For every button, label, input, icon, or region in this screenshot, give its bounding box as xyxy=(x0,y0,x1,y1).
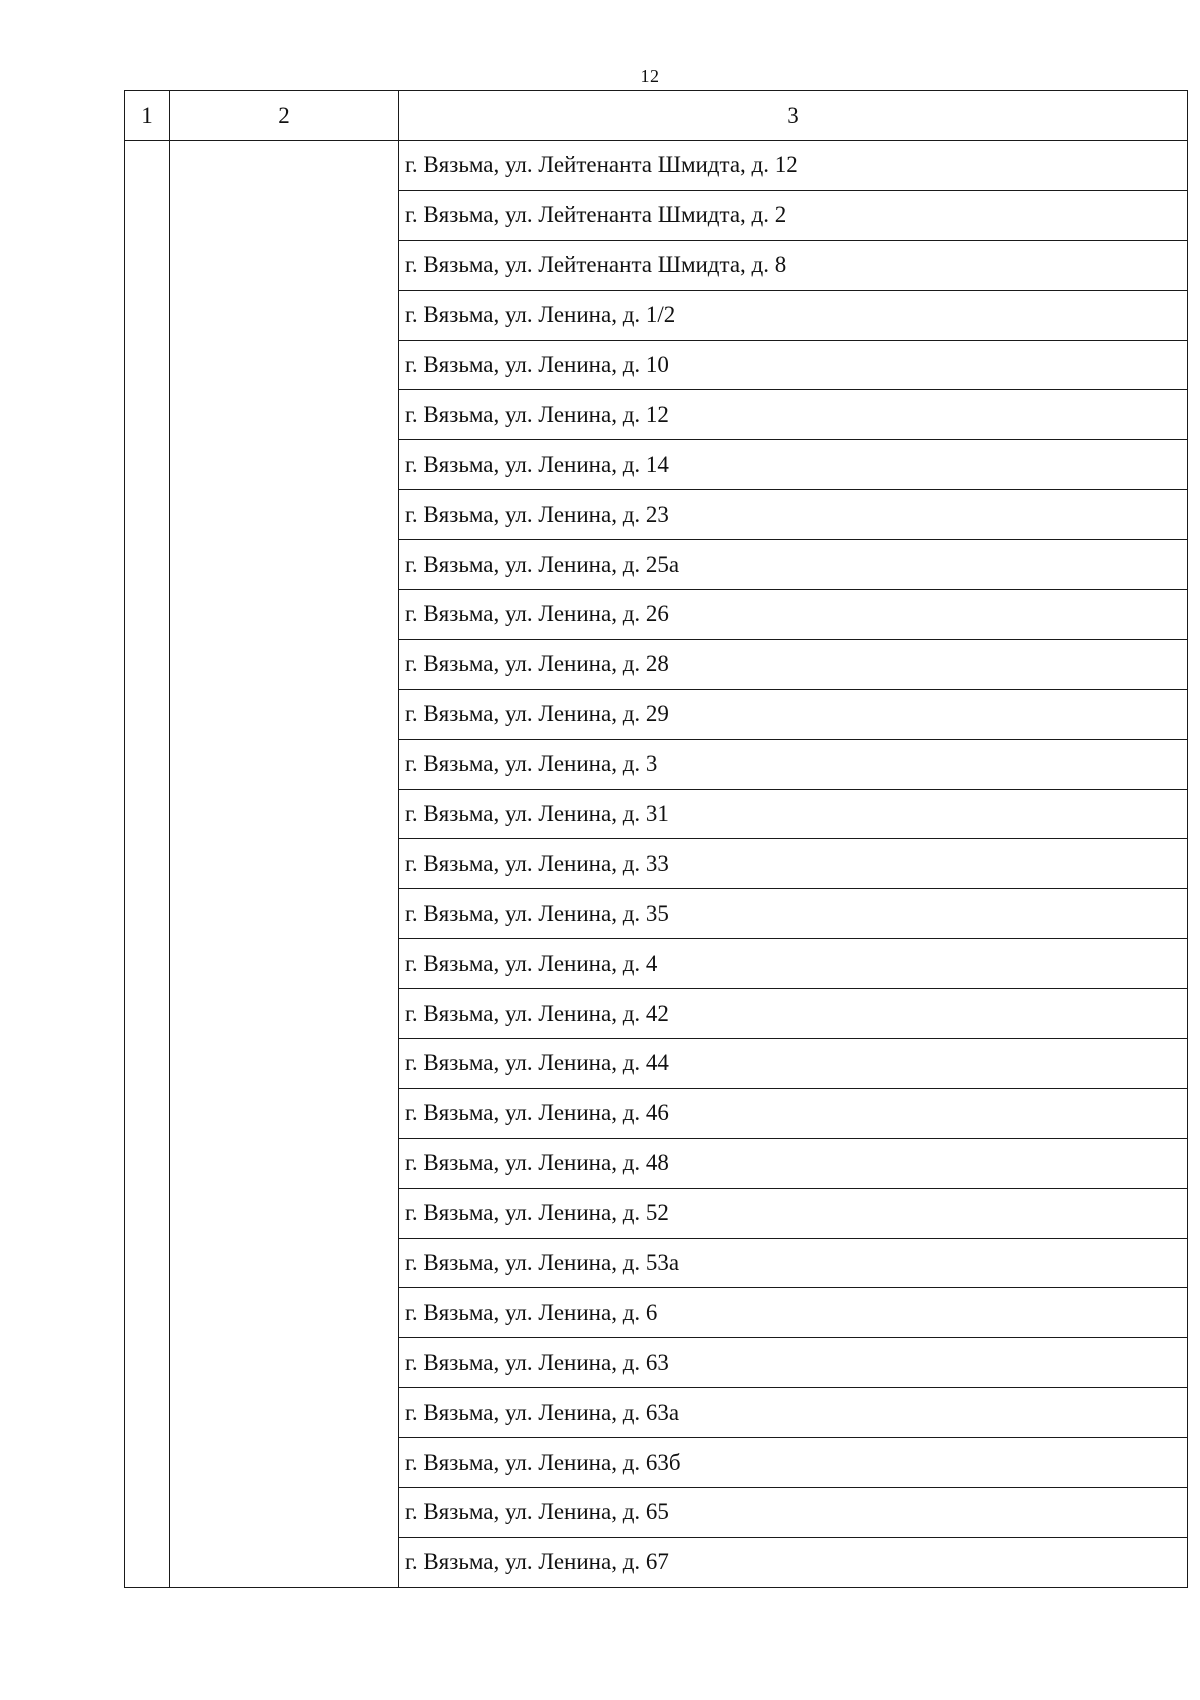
address-cell: г. Вязьма, ул. Ленина, д. 31 xyxy=(399,789,1188,839)
address-cell: г. Вязьма, ул. Лейтенанта Шмидта, д. 8 xyxy=(399,240,1188,290)
address-cell: г. Вязьма, ул. Ленина, д. 6 xyxy=(399,1288,1188,1338)
address-cell: г. Вязьма, ул. Ленина, д. 10 xyxy=(399,340,1188,390)
address-cell: г. Вязьма, ул. Ленина, д. 52 xyxy=(399,1188,1188,1238)
address-cell: г. Вязьма, ул. Ленина, д. 3 xyxy=(399,739,1188,789)
address-cell: г. Вязьма, ул. Ленина, д. 12 xyxy=(399,390,1188,440)
address-cell: г. Вязьма, ул. Ленина, д. 25а xyxy=(399,540,1188,590)
address-cell: г. Вязьма, ул. Ленина, д. 14 xyxy=(399,440,1188,490)
address-cell: г. Вязьма, ул. Ленина, д. 29 xyxy=(399,689,1188,739)
header-row xyxy=(125,91,1188,141)
column-header-1: 1 xyxy=(125,91,170,141)
column-header-3: 3 xyxy=(399,91,1188,141)
column-header-2: 2 xyxy=(170,91,399,141)
address-cell: г. Вязьма, ул. Ленина, д. 48 xyxy=(399,1138,1188,1188)
address-cell: г. Вязьма, ул. Ленина, д. 42 xyxy=(399,989,1188,1039)
address-cell: г. Вязьма, ул. Ленина, д. 23 xyxy=(399,490,1188,540)
address-cell: г. Вязьма, ул. Ленина, д. 63б xyxy=(399,1438,1188,1488)
address-cell: г. Вязьма, ул. Ленина, д. 28 xyxy=(399,639,1188,689)
address-cell: г. Вязьма, ул. Ленина, д. 4 xyxy=(399,939,1188,989)
address-cell: г. Вязьма, ул. Лейтенанта Шмидта, д. 2 xyxy=(399,190,1188,240)
address-cell: г. Вязьма, ул. Ленина, д. 53а xyxy=(399,1238,1188,1288)
table-header xyxy=(125,91,1188,141)
table-row xyxy=(125,141,1188,191)
address-cell: г. Вязьма, ул. Лейтенанта Шмидта, д. 12 xyxy=(399,141,1188,191)
page-number: 12 xyxy=(640,66,660,86)
address-cell: г. Вязьма, ул. Ленина, д. 46 xyxy=(399,1088,1188,1138)
table-body xyxy=(125,141,1188,1588)
address-cell: г. Вязьма, ул. Ленина, д. 65 xyxy=(399,1488,1188,1538)
address-cell: г. Вязьма, ул. Ленина, д. 63а xyxy=(399,1388,1188,1438)
column-1-merged-cell xyxy=(125,141,170,1588)
column-2-merged-cell xyxy=(170,141,399,1588)
address-cell: г. Вязьма, ул. Ленина, д. 1/2 xyxy=(399,290,1188,340)
address-table xyxy=(124,90,1188,1588)
address-cell: г. Вязьма, ул. Ленина, д. 63 xyxy=(399,1338,1188,1388)
address-cell: г. Вязьма, ул. Ленина, д. 33 xyxy=(399,839,1188,889)
address-cell: г. Вязьма, ул. Ленина, д. 44 xyxy=(399,1039,1188,1089)
address-cell: г. Вязьма, ул. Ленина, д. 35 xyxy=(399,889,1188,939)
address-cell: г. Вязьма, ул. Ленина, д. 67 xyxy=(399,1537,1188,1587)
address-cell: г. Вязьма, ул. Ленина, д. 26 xyxy=(399,590,1188,640)
